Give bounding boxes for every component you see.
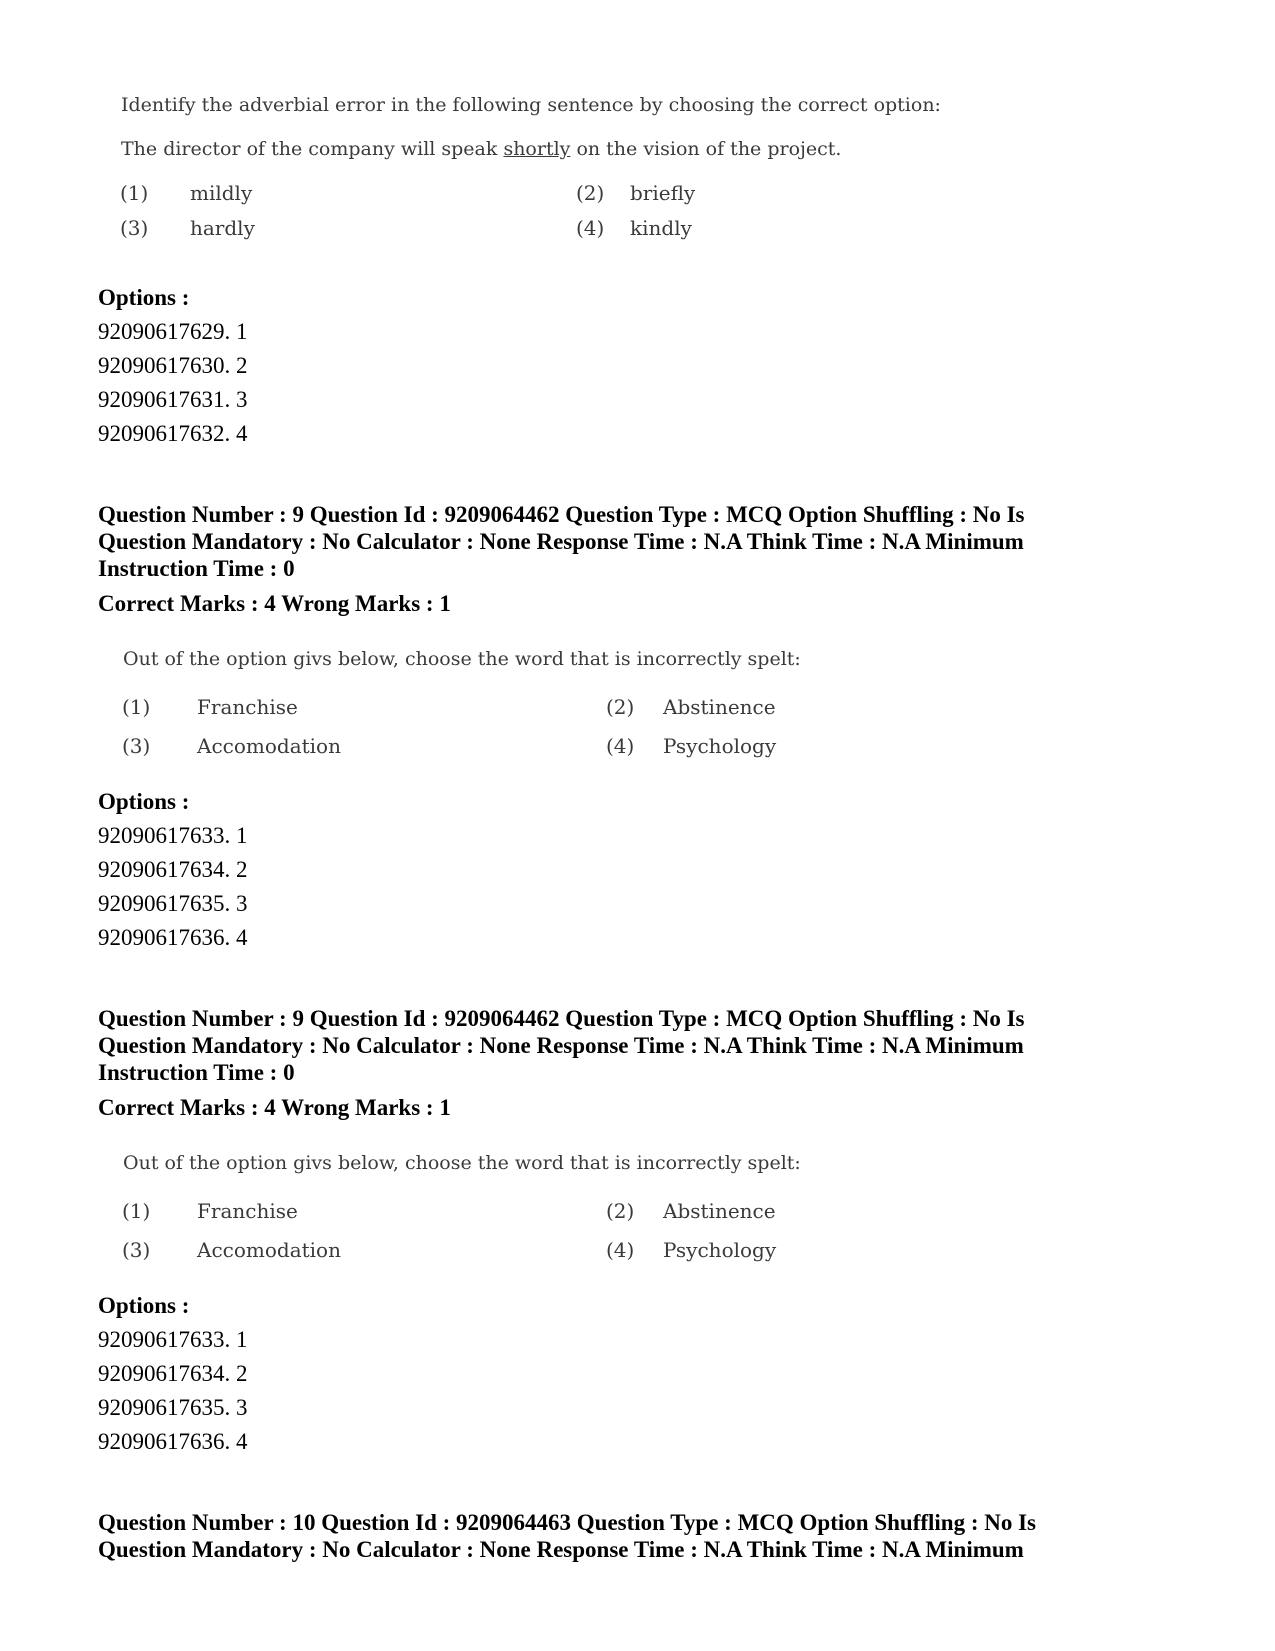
question-header-line: Instruction Time : 0 [98, 1060, 295, 1085]
option-line: 92090617632. 4 [98, 421, 248, 446]
choice-text: Abstinence [663, 1199, 776, 1223]
choice-text: kindly [630, 216, 692, 240]
choice-text: hardly [190, 216, 255, 240]
question-header-line: Question Mandatory : No Calculator : None Response Time : N.A Think Time : N.A Minimum [98, 1537, 1024, 1562]
options-label: Options : [98, 1293, 190, 1318]
option-line: 92090617629. 1 [98, 319, 248, 344]
choice-text: Psychology [663, 1238, 777, 1262]
choice-text: Abstinence [663, 695, 776, 719]
choice-text: Accomodation [197, 1238, 341, 1262]
choice-text: Franchise [197, 695, 298, 719]
choice-number: (2) [606, 1199, 635, 1223]
question-header-line: Question Number : 10 Question Id : 9209064463 Question Type : MCQ Option Shuffling : No Is [98, 1510, 1037, 1535]
option-line: 92090617635. 3 [98, 891, 248, 916]
sentence-after: on the vision of the project. [570, 138, 842, 160]
choice-number: (3) [122, 1238, 151, 1262]
choice-number: (1) [122, 1199, 151, 1223]
option-line: 92090617634. 2 [98, 857, 248, 882]
option-line: 92090617635. 3 [98, 1395, 248, 1420]
choice-text: Psychology [663, 734, 777, 758]
choice-text: briefly [630, 181, 696, 205]
sentence-before: The director of the company will speak [121, 138, 504, 160]
choice-number: (1) [122, 695, 151, 719]
choice-number: (2) [606, 695, 635, 719]
choice-text: mildly [190, 181, 253, 205]
option-line: 92090617636. 4 [98, 925, 248, 950]
choice-text: Franchise [197, 1199, 298, 1223]
option-line: 92090617631. 3 [98, 387, 248, 412]
choice-number: (4) [606, 1238, 635, 1262]
question-instruction: Out of the option givs below, choose the word that is incorrectly spelt: [123, 1152, 801, 1174]
choice-number: (4) [576, 216, 605, 240]
question-instruction: Out of the option givs below, choose the word that is incorrectly spelt: [123, 648, 801, 670]
choice-number: (3) [122, 734, 151, 758]
option-line: 92090617634. 2 [98, 1361, 248, 1386]
marks-line: Correct Marks : 4 Wrong Marks : 1 [98, 591, 451, 616]
option-line: 92090617633. 1 [98, 823, 248, 848]
option-line: 92090617636. 4 [98, 1429, 248, 1454]
question-header-line: Instruction Time : 0 [98, 556, 295, 581]
choice-number: (2) [576, 181, 605, 205]
choice-number: (3) [120, 216, 149, 240]
question-header-line: Question Number : 9 Question Id : 9209064462 Question Type : MCQ Option Shuffling : No Is [98, 502, 1025, 527]
sentence-underlined-word: shortly [503, 138, 571, 160]
option-line: 92090617633. 1 [98, 1327, 248, 1352]
marks-line: Correct Marks : 4 Wrong Marks : 1 [98, 1095, 451, 1120]
question-header-line: Question Mandatory : No Calculator : None Response Time : N.A Think Time : N.A Minimum [98, 529, 1024, 554]
choice-number: (4) [606, 734, 635, 758]
choice-text: Accomodation [197, 734, 341, 758]
question-header-line: Question Number : 9 Question Id : 9209064462 Question Type : MCQ Option Shuffling : No Is [98, 1006, 1025, 1031]
question-instruction: Identify the adverbial error in the following sentence by choosing the correct option: [121, 94, 941, 116]
option-line: 92090617630. 2 [98, 353, 248, 378]
options-label: Options : [98, 789, 190, 814]
question-header-line: Question Mandatory : No Calculator : None Response Time : N.A Think Time : N.A Minimum [98, 1033, 1024, 1058]
question-sentence [121, 138, 841, 160]
options-label: Options : [98, 285, 190, 310]
choice-number: (1) [120, 181, 149, 205]
